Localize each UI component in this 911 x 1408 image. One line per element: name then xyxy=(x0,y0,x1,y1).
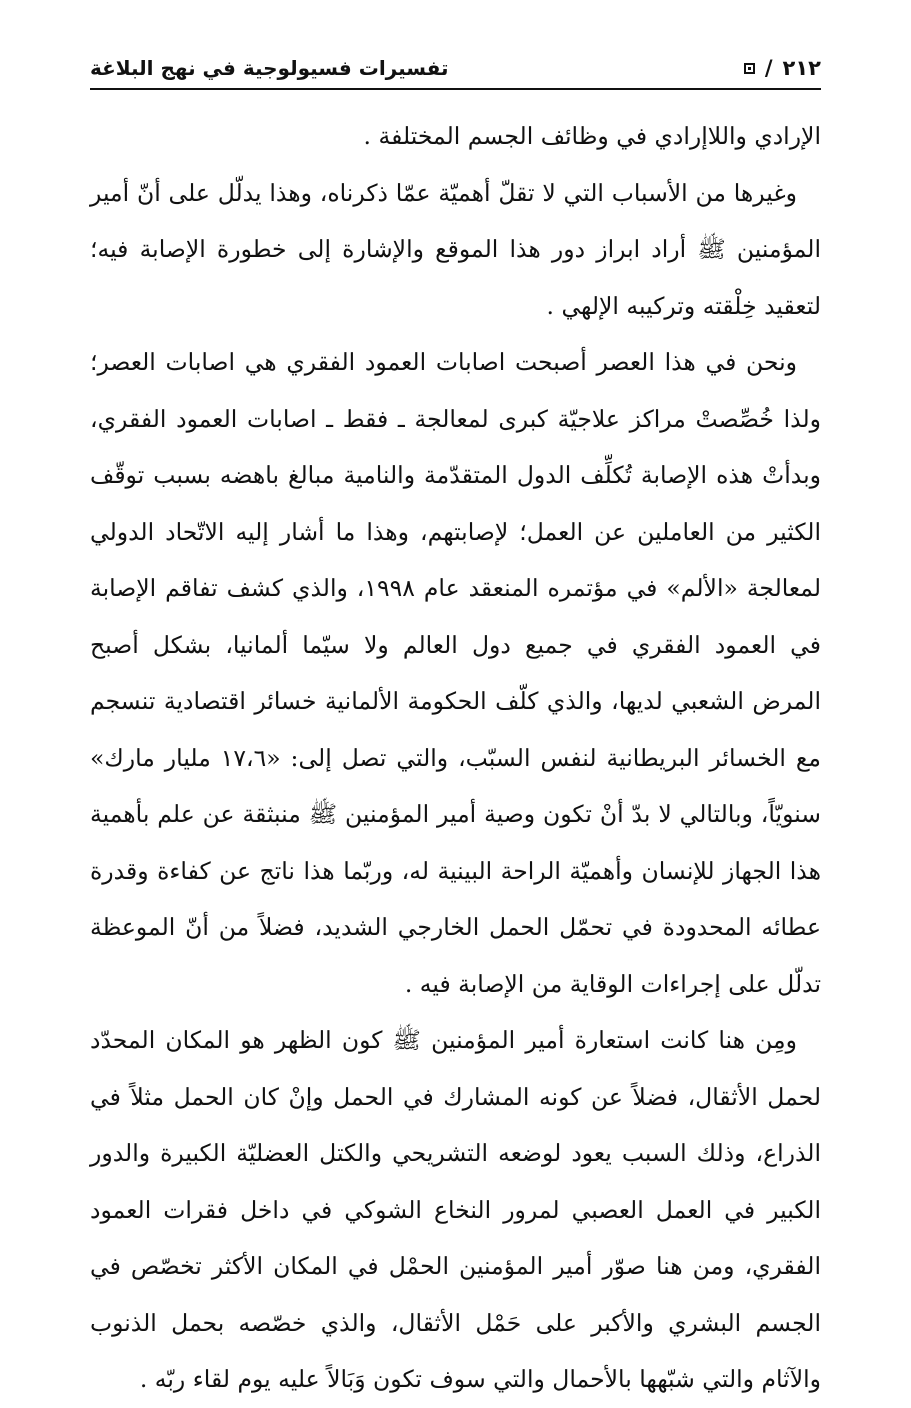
body-text xyxy=(90,108,821,1408)
paragraph-4: ومِن هنا كانت استعارة أمير المؤمنين ﷺ كون الظهر هو المكان المحدّد لحمل الأثقال، فضلاً عن كونه المشارك في الحمل وإنْ كان الحمل مثلاً في الذراع، وذلك السبب يعود لوضعه التشريحي والكتل العضليّة الكبيرة والدور الكبير في العمل العصبي لمرور النخاع الشوكي في داخل فقرات العمود الفقري، ومن هنا صوّر أمير المؤمنين الحمْل في المكان الأكثر تخصّص في الجسم البشري والأكبر على حَمْل الأثقال، والذي خصّصه بحمل الذنوب والآثام والتي شبّهها بالأحمال والتي سوف تكون وَبَالاً عليه يوم لقاء ربّه . xyxy=(90,1026,821,1393)
paragraph-1: الإرادي واللاإرادي في وظائف الجسم المختلفة . xyxy=(363,122,821,150)
page-number-separator: / xyxy=(764,56,773,80)
page-number-group xyxy=(744,56,821,80)
running-title: تفسيرات فسيولوجية في نهج البلاغة xyxy=(90,56,449,80)
paragraph-3: ونحن في هذا العصر أصبحت اصابات العمود الفقري هي اصابات العصر؛ ولذا خُصِّصتْ مراكز علاجيّة كبرى لمعالجة ـ فقط ـ اصابات العمود الفقري، وبدأتْ هذه الإصابة تُكلِّف الدول المتقدّمة والنامية مبالغ باهضه بسبب توقّف الكثير من العاملين عن العمل؛ لإصابتهم، وهذا ما أشار إليه الاتّحاد الدولي لمعالجة «الألم» في مؤتمره المنعقد عام ١٩٩٨، والذي كشف تفاقم الإصابة في العمود الفقري في جميع دول العالم ولا سيّما ألمانيا، بشكل أصبح المرض الشعبي لديها، والذي كلّف الحكومة الألمانية خسائر اقتصادية تنسجم مع الخسائر البريطانية لنفس السبّب، والتي تصل إلى: «١٧،٦ مليار مارك» سنويّاً، وبالتالي لا بدّ أنْ تكون وصية أمير المؤمنين ﷺ منبثقة عن علم بأهمية هذا الجهاز للإنسان وأهميّة الراحة البينية له، وربّما هذا ناتج عن كفاءة وقدرة عطائه المحدودة في تحمّل الحمل الخارجي الشديد، فضلاً من أنّ الموعظة تدلّل على إجراءات الوقاية من الإصابة فيه . xyxy=(90,348,822,998)
page-header xyxy=(90,48,821,90)
paragraph-2: وغيرها من الأسباب التي لا تقلّ أهميّة عمّا ذكرناه، وهذا يدلّل على أنّ أمير المؤمنين ﷺ أراد ابراز دور هذا الموقع والإشارة إلى خطورة الإصابة فيه؛ لتعقيد خِلْقته وتركيبه الإلهي . xyxy=(90,178,821,320)
page-number: ٢١٢ xyxy=(782,56,821,80)
square-bullet-icon xyxy=(744,63,755,74)
